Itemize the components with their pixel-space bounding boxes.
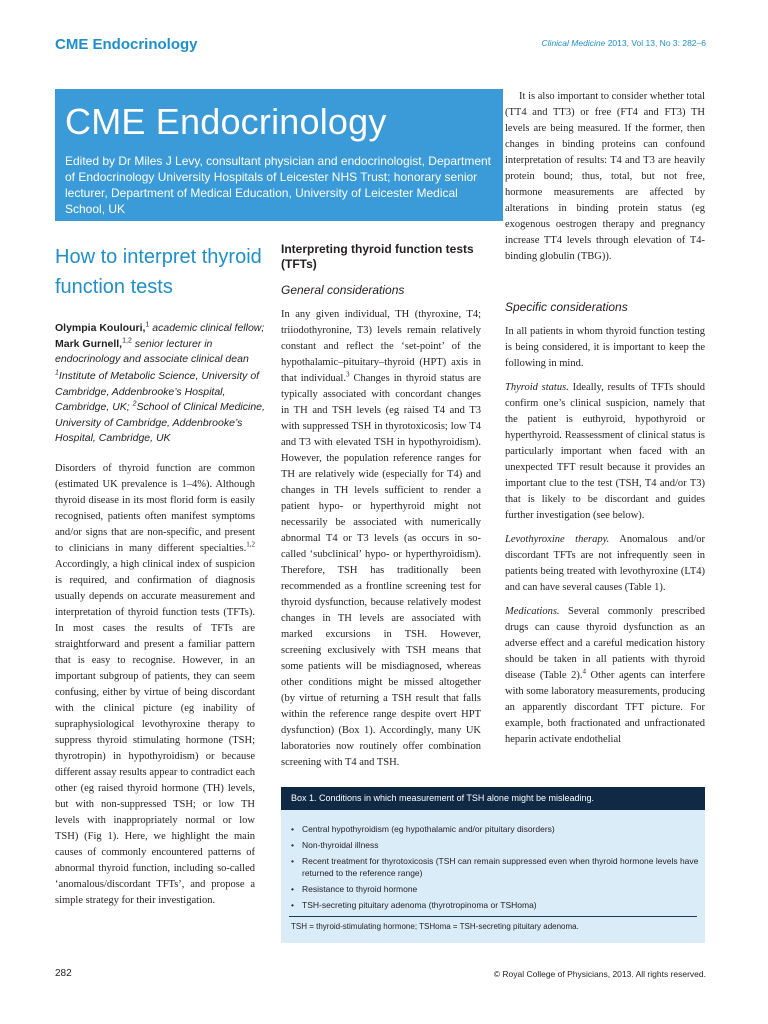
list-item (291, 883, 701, 895)
list-item-text: Non-thyroidal illness (302, 840, 379, 850)
list-item (291, 839, 701, 851)
list-item-text: Central hypothyroidism (eg hypothalamic and/or pituitary disorders) (302, 824, 555, 834)
running-head: CME Endocrinology (55, 36, 198, 53)
box-title-bar (281, 787, 705, 810)
text-run: Several commonly prescribed drugs can cause thyroid dysfunction as an adverse effect and a careful medication history should be taken in all patients with thyroid disease (Table 2). (505, 606, 705, 681)
citation: 4 (582, 667, 586, 676)
bullet-icon: • (291, 884, 294, 894)
bullet-icon: • (291, 840, 294, 850)
affiliation: School of Clinical Medicine, University of Cambridge, Addenbrooke’s Hospital, Cambridge, UK (55, 401, 265, 444)
affiliations (55, 369, 270, 447)
text-run: Anomalous and/or discordant TFTs are not infrequently seen in patients being treated with levothyroxine (LT4) and can have several causes (Table 1). (505, 534, 705, 593)
intro-paragraph (55, 461, 255, 909)
subsection-heading: General considerations (281, 283, 405, 297)
journal-name: Clinical Medicine (541, 38, 606, 48)
author-name: Mark Gurnell, (55, 337, 123, 350)
body-paragraph: In all patients in whom thyroid function testing is being considered, it is important to keep the following in mind. (505, 326, 705, 369)
text-run: In any given individual, TH (thyroxine, T4; triiodothyronine, T3) levels remain relatively constant and reflect the ‘set-point’ of the hypothalamic–pituitary–thyroid (HPT) axis in that individual. (281, 309, 481, 384)
box-list (291, 823, 701, 915)
copyright-notice: © Royal College of Physicians, 2013. All rights reserved. (493, 969, 706, 979)
affiliation: Institute of Metabolic Science, University of Cambridge, Addenbrooke’s Hospital, Cambridge, UK; (55, 370, 260, 413)
list-item-text: Resistance to thyroid hormone (302, 884, 418, 894)
body-paragraph (505, 532, 705, 596)
box-divider (289, 916, 697, 917)
author-list (55, 321, 270, 368)
bullet-icon: • (291, 856, 294, 866)
author-affiliation-mark: 1 (145, 321, 150, 329)
editor-line: Edited by Dr Miles J Levy, consultant physician and endocrinologist, Department of Endocrinology University Hospitals of Leicester NHS Trust; honorary senior lecturer, Department of Medical Education, University of Leicester Medical School, UK (65, 154, 491, 216)
box-footnote: TSH = thyroid-stimulating hormone; TSHoma = TSH-secreting pituitary adenoma. (291, 922, 579, 931)
list-item (291, 855, 701, 879)
affiliation-mark: 2 (132, 400, 137, 408)
affiliation-mark: 1 (55, 369, 59, 377)
column-3-body (505, 324, 705, 756)
text-run: Other agents can interfere with some laboratory measurements, producing an apparently discordant TFT picture. For example, both fractionated and unfractionated heparin activate endothelial (505, 670, 705, 745)
banner-title: CME Endocrinology (65, 101, 387, 142)
body-paragraph: It is also important to consider whether total (TT4 and TT3) or free (FT4 and FT3) TH levels are being measured. If the former, then changes in binding proteins can confound interpretation of results: T4 and T3 are heavily protein bound; thus, total, but not free, hormone measurements are affected by alterations in binding protein status (eg exogenous oestrogen therapy and pregnancy increase TT4 levels through elevation of T4-binding globulin (TBG)). (505, 91, 705, 262)
journal-reference (542, 38, 706, 48)
bullet-icon: • (291, 900, 294, 910)
box-title: Box 1. Conditions in which measurement of TSH alone might be misleading. (291, 793, 594, 803)
list-item (291, 899, 701, 911)
run-in-heading: Levothyroxine therapy. (505, 534, 610, 545)
list-item (291, 823, 701, 835)
run-in-heading: Thyroid status. (505, 382, 569, 393)
box-1 (281, 787, 705, 943)
list-item-text: Recent treatment for thyrotoxicosis (TSH can remain suppressed even when thyroid hormone levels have returned to the reference range) (302, 856, 699, 878)
body-paragraph (505, 380, 705, 524)
author-affiliation-mark: 1,2 (122, 337, 132, 344)
journal-details: 2013, Vol 13, No 3: 282–6 (607, 38, 706, 48)
column-2-body (281, 307, 481, 779)
list-item-text: TSH-secreting pituitary adenoma (thyrotropinoma or TSHoma) (302, 900, 537, 910)
body-paragraph (281, 307, 481, 771)
section-heading: Interpreting thyroid function tests (TFTs) (281, 242, 474, 271)
bullet-icon: • (291, 824, 294, 834)
section-banner (55, 89, 503, 221)
text-run: Accordingly, a high clinical index of suspicion is required, and confirmation of diagnosis usually depends on accurate measurement and interpretation of thyroid function tests (TFTs). In most cases the results of TFTs are straightforward and present a familiar pattern that is easy to recognise. However, in an important subgroup of patients, they can seem confusing, either by virtue of being discordant with the clinical picture (eg inability of supraphysiological levothyroxine therapy to suppress thyroid stimulating hormone (TSH; thyrotropin) in hypothyroidism) or because different assay results appear to contradict each other (eg raised thyroid hormone (TH) levels, but with non-suppressed TSH; or low TH levels with inappropriately normal or low TSH) (Fig 1). Here, we highlight the main causes of commonly encountered patterns of abnormal thyroid function, including so-called ‘anomalous/discordant TFTs’, and propose a simple strategy for their investigation. (55, 559, 255, 906)
author-role: senior lecturer in endocrinology and associate clinical dean (55, 337, 249, 365)
author-role: academic clinical fellow; (149, 322, 265, 334)
citation: 3 (345, 370, 350, 379)
subsection-heading: Specific considerations (505, 300, 628, 314)
run-in-heading: Medications. (505, 606, 560, 617)
body-paragraph (505, 604, 705, 748)
article-title: How to interpret thyroid function tests (55, 246, 262, 298)
text-run: Disorders of thyroid function are common (estimated UK prevalence is 1–4%). Although thyroid disease in its most florid form is easily recognised, patients often manifest symptoms and/or signs that are non-specific, and present to clinicians in many different specialties. (55, 463, 255, 554)
column-3-body-top (505, 89, 705, 273)
citation: 1,2 (246, 540, 255, 549)
author-name: Olympia Koulouri, (55, 322, 146, 334)
page-number: 282 (55, 968, 72, 979)
column-1-body (55, 461, 255, 917)
text-run: Ideally, results of TFTs should confirm one’s clinical suspicion, namely that the patient is euthyroid, hypothyroid or hyperthyroid. Reassessment of clinical status is particularly important when faced with an unexpected TFT result because it provides an important clue to the test (TSH, T4 and/or T3) that is likely to be discordant and guides further investigation (see below). (505, 382, 706, 521)
text-run: Changes in thyroid status are typically associated with concordant changes in TH and TSH levels (eg raised T4 and T3 with suppressed TSH in thyrotoxicosis; low T4 and T3 with elevated TSH in hypothyroidism). However, the population reference ranges for TH are relatively wide (especially for T4) and changes in TH levels sufficient to render a patient hypo- or hyperthyroid might not necessarily be associated with numerically abnormal T4 or T3 levels (as occurs in so-called ‘subclinical’ hypo- or hyperthyroidism). Therefore, TSH has traditionally been recommended as a frontline screening test for thyroid dysfunction, because relatively modest changes in TH levels are associated with marked excursions in TSH. However, screening exclusively with TSH means that some patients will be misdiagnosed, whereas other conditions might be missed altogether (by virtue of returning a TSH result that falls within the reference range despite overt HPT dysfunction) (Box 1). Accordingly, many UK laboratories now routinely offer combination screening with T4 and TSH. (281, 373, 481, 768)
